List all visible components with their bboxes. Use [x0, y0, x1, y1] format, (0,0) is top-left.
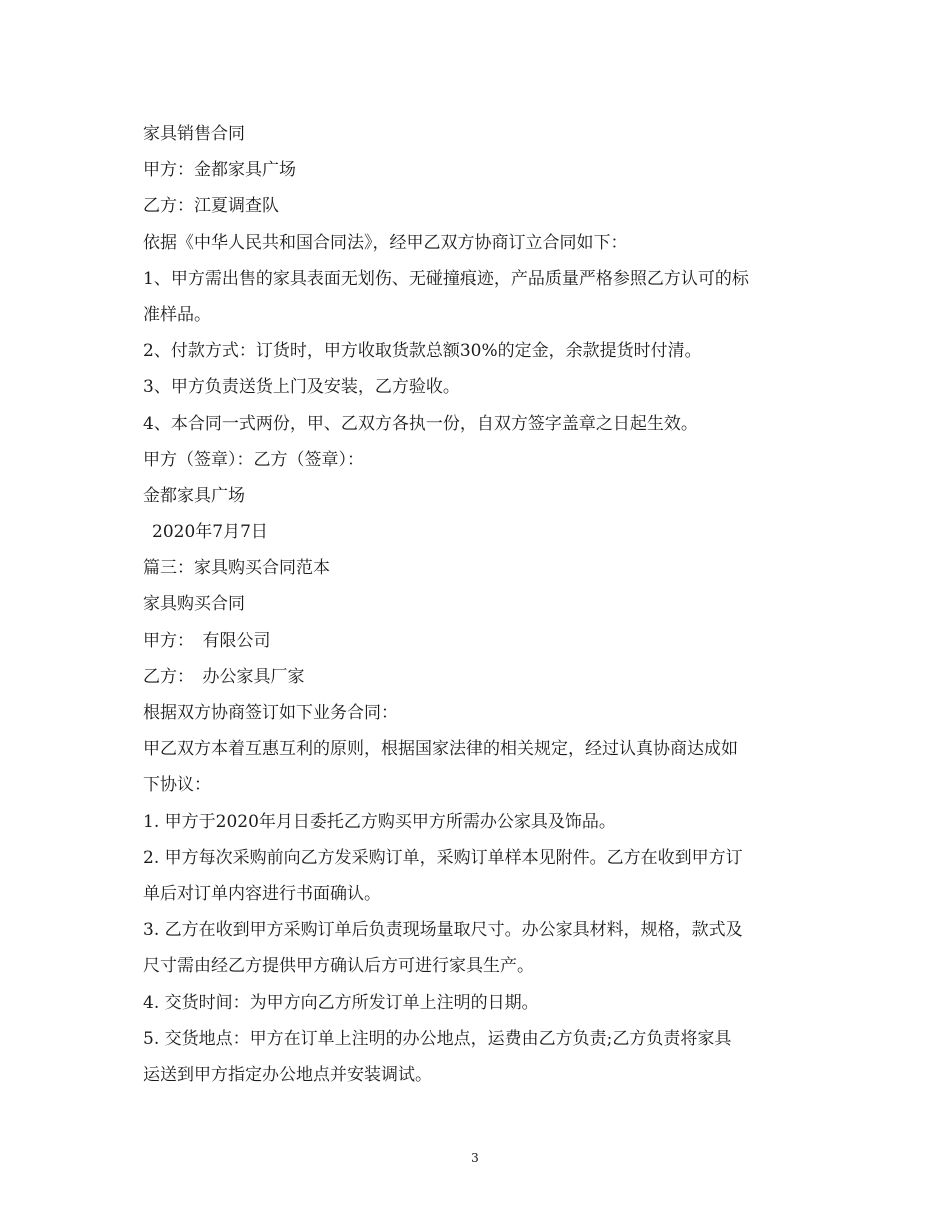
party-b-line: 乙方： 办公家具厂家	[143, 666, 305, 687]
paragraph-line: 根据双方协商签订如下业务合同：	[143, 703, 398, 723]
clause-line: 准样品。	[143, 304, 211, 325]
section-heading: 篇三：家具购买合同范本	[143, 558, 330, 579]
clause-line: 3、甲方负责送货上门及安装，乙方验收。	[143, 377, 460, 398]
paragraph-line: 下协议：	[143, 775, 211, 796]
signature-date: 2020年7月7日	[152, 522, 268, 543]
signatory-name: 金都家具广场	[143, 485, 245, 506]
clause-line: 2、付款方式：订货时，甲方收取货款总额30%的定金，余款提货时付清。	[143, 341, 702, 362]
signature-line: 甲方（签章）：乙方（签章）：	[143, 449, 364, 470]
doc-title: 家具购买合同	[143, 594, 245, 615]
clause-line: 1. 甲方于2020年月日委托乙方购买甲方所需办公家具及饰品。	[143, 811, 616, 832]
page-number: 3	[471, 1151, 479, 1165]
clause-line: 5. 交货地点：甲方在订单上注明的办公地点，运费由乙方负责;乙方负责将家具	[143, 1028, 732, 1049]
document-body	[143, 116, 815, 1093]
clause-line: 4. 交货时间：为甲方向乙方所发订单上注明的日期。	[143, 992, 539, 1013]
doc-title: 家具销售合同	[143, 124, 245, 144]
paragraph-line: 依据《中华人民共和国合同法》，经甲乙双方协商订立合同如下：	[143, 232, 628, 253]
clause-line: 4、本合同一式两份，甲、乙双方各执一份，自双方签字盖章之日起生效。	[143, 413, 698, 434]
clause-line: 运送到甲方指定办公地点并安装调试。	[143, 1064, 432, 1085]
clause-line: 尺寸需由经乙方提供甲方确认后方可进行家具生产。	[143, 956, 534, 977]
party-a-line: 甲方： 有限公司	[143, 630, 271, 651]
party-b-line: 乙方：江夏调查队	[143, 196, 279, 217]
paragraph-line: 甲乙双方本着互惠互利的原则，根据国家法律的相关规定，经过认真协商达成如	[143, 739, 738, 760]
clause-line: 1、甲方需出售的家具表面无划伤、无碰撞痕迹，产品质量严格参照乙方认可的标	[143, 268, 749, 289]
party-a-line: 甲方：金都家具广场	[143, 160, 296, 181]
clause-line: 2. 甲方每次采购前向乙方发采购订单，采购订单样本见附件。乙方在收到甲方订	[143, 847, 743, 868]
clause-line: 3. 乙方在收到甲方采购订单后负责现场量取尺寸。办公家具材料，规格，款式及	[143, 920, 743, 941]
clause-line: 单后对订单内容进行书面确认。	[143, 883, 381, 904]
